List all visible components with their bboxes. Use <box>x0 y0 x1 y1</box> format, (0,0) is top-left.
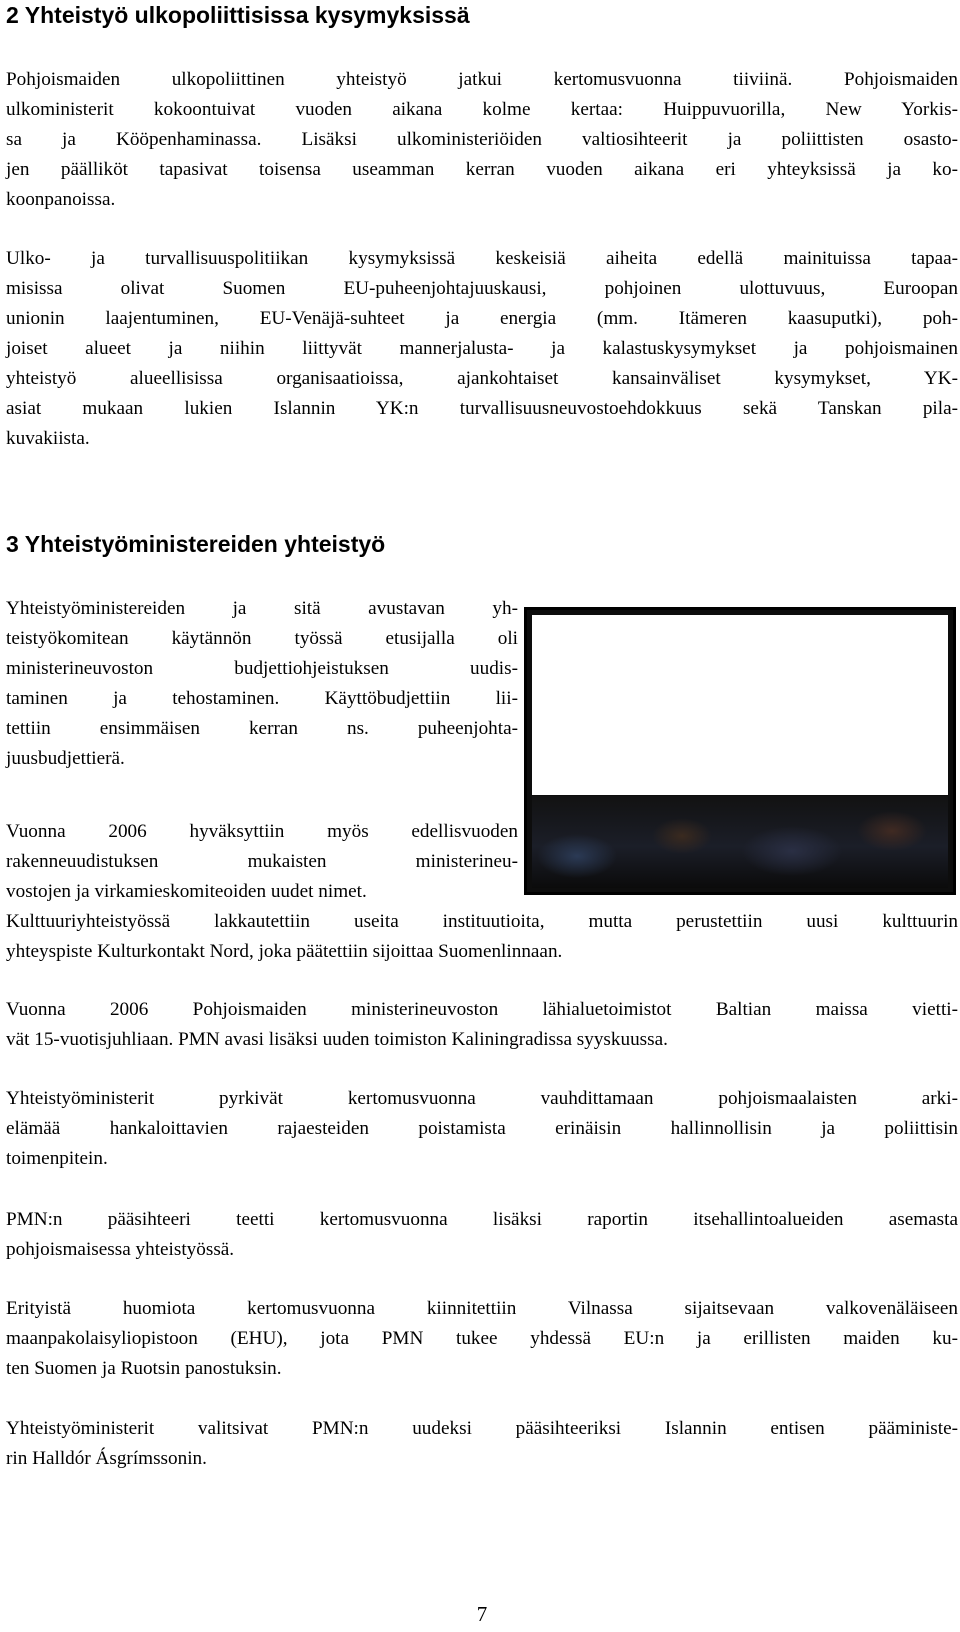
text-line: pohjoismaisessa yhteistyössä. <box>6 1239 235 1260</box>
text-line: kuvakiista. <box>6 428 90 449</box>
text-line: sa ja Kööpenhaminassa. Lisäksi ulkoministeriöiden valtiosihteerit ja poliittisten osasto- <box>6 129 958 150</box>
text-line: misissa olivat Suomen EU-puheenjohtajuuskausi, pohjoinen ulottuvuus, Euroopan <box>6 278 958 299</box>
text-line: PMN:n pääsihteeri teetti kertomusvuonna lisäksi raportin itsehallintoalueiden asemasta <box>6 1209 958 1230</box>
text-line: yhteyspiste Kulturkontakt Nord, joka päätettiin sijoittaa Suomenlinnaan. <box>6 941 563 962</box>
text-line: ten Suomen ja Ruotsin panostuksin. <box>6 1358 282 1379</box>
section-2-paragraph-1 <box>6 65 958 215</box>
section-3-paragraph-2 <box>6 817 518 907</box>
text-line: taminen ja tehostaminen. Käyttöbudjettiin lii- <box>6 688 518 709</box>
text-line: Yhteistyöministerit pyrkivät kertomusvuonna vauhdittamaan pohjoismaalaisten arki- <box>6 1088 958 1109</box>
text-line: Erityistä huomiota kertomusvuonna kiinnitettiin Vilnassa sijaitsevaan valkovenäläiseen <box>6 1298 958 1319</box>
text-line: unionin laajentuminen, EU-Venäjä-suhteet ja energia (mm. Itämeren kaasuputki), poh- <box>6 308 958 329</box>
text-line: Vuonna 2006 hyväksyttiin myös edellisvuoden <box>6 821 518 842</box>
text-line: vät 15-vuotisjuhliaan. PMN avasi lisäksi uuden toimiston Kaliningradissa syyskuussa. <box>6 1029 668 1050</box>
text-line: ministerineuvoston budjettiohjeistuksen uudis- <box>6 658 518 679</box>
text-line: Yhteistyöministerit valitsivat PMN:n uudeksi pääsihteeriksi Islannin entisen pääministe- <box>6 1418 958 1439</box>
text-line: Yhteistyöministereiden ja sitä avustavan yh- <box>6 598 518 619</box>
text-line: vostojen ja virkamieskomiteoiden uudet nimet. <box>6 881 367 902</box>
section-3-paragraph-5 <box>6 1205 958 1265</box>
page-number: 7 <box>476 1602 488 1626</box>
section-3-paragraph-3 <box>6 995 958 1055</box>
section-2-heading: 2 Yhteistyö ulkopoliittisissa kysymyksissä <box>6 2 470 28</box>
text-line: rin Halldór Ásgrímssonin. <box>6 1448 207 1469</box>
photo-bright-area <box>532 615 948 795</box>
section-3-heading: 3 Yhteistyöministereiden yhteistyö <box>6 531 386 557</box>
section-3-paragraph-4 <box>6 1084 958 1174</box>
text-line: elämää hankaloittavien rajaesteiden poistamista erinäisin hallinnollisin ja poliittisin <box>6 1118 958 1139</box>
text-line: tettiin ensimmäisen kerran ns. puheenjohta- <box>6 718 518 739</box>
section-3-paragraph-6 <box>6 1294 958 1384</box>
text-line: yhteistyö alueellisissa organisaatioissa, ajankohtaiset kansainväliset kysymykset, YK- <box>6 368 958 389</box>
text-line: Vuonna 2006 Pohjoismaiden ministerineuvoston lähialuetoimistot Baltian maissa vietti- <box>6 999 958 1020</box>
text-line: juusbudjettierä. <box>6 748 125 769</box>
section-3-paragraph-7 <box>6 1414 958 1474</box>
text-line: ulkoministerit kokoontuivat vuoden aikana kolme kertaa: Huippuvuorilla, New Yorkis- <box>6 99 958 120</box>
photo-audience-scene <box>532 796 948 888</box>
text-line: Pohjoismaiden ulkopoliittinen yhteistyö jatkui kertomusvuonna tiiviinä. Pohjoismaiden <box>6 69 958 90</box>
section-3-paragraph-1 <box>6 594 518 774</box>
section-2-paragraph-2 <box>6 244 958 454</box>
text-line: rakenneuudistuksen mukaisten ministerineu- <box>6 851 518 872</box>
text-line: Kulttuuriyhteistyössä lakkautettiin useita instituutioita, mutta perustettiin uusi kulttuurin <box>6 911 958 932</box>
text-line: toimenpitein. <box>6 1148 108 1169</box>
photo <box>524 607 956 895</box>
text-line: jen päälliköt tapasivat toisensa useamman kerran vuoden aikana eri yhteyksissä ja ko- <box>6 159 958 180</box>
text-line: koonpanoissa. <box>6 189 116 210</box>
text-line: maanpakolaisyliopistoon (EHU), jota PMN tukee yhdessä EU:n ja erillisten maiden ku- <box>6 1328 958 1349</box>
text-line: asiat mukaan lukien Islannin YK:n turvallisuusneuvostoehdokkuus sekä Tanskan pila- <box>6 398 958 419</box>
text-line: joiset alueet ja niihin liittyvät mannerjalusta- ja kalastuskysymykset ja pohjoismainen <box>6 338 958 359</box>
text-line: teistyökomitean käytännön työssä etusijalla oli <box>6 628 518 649</box>
section-3-paragraph-2-continued <box>6 907 958 967</box>
text-line: Ulko- ja turvallisuuspolitiikan kysymyksissä keskeisiä aiheita edellä mainituissa tapaa- <box>6 248 958 269</box>
